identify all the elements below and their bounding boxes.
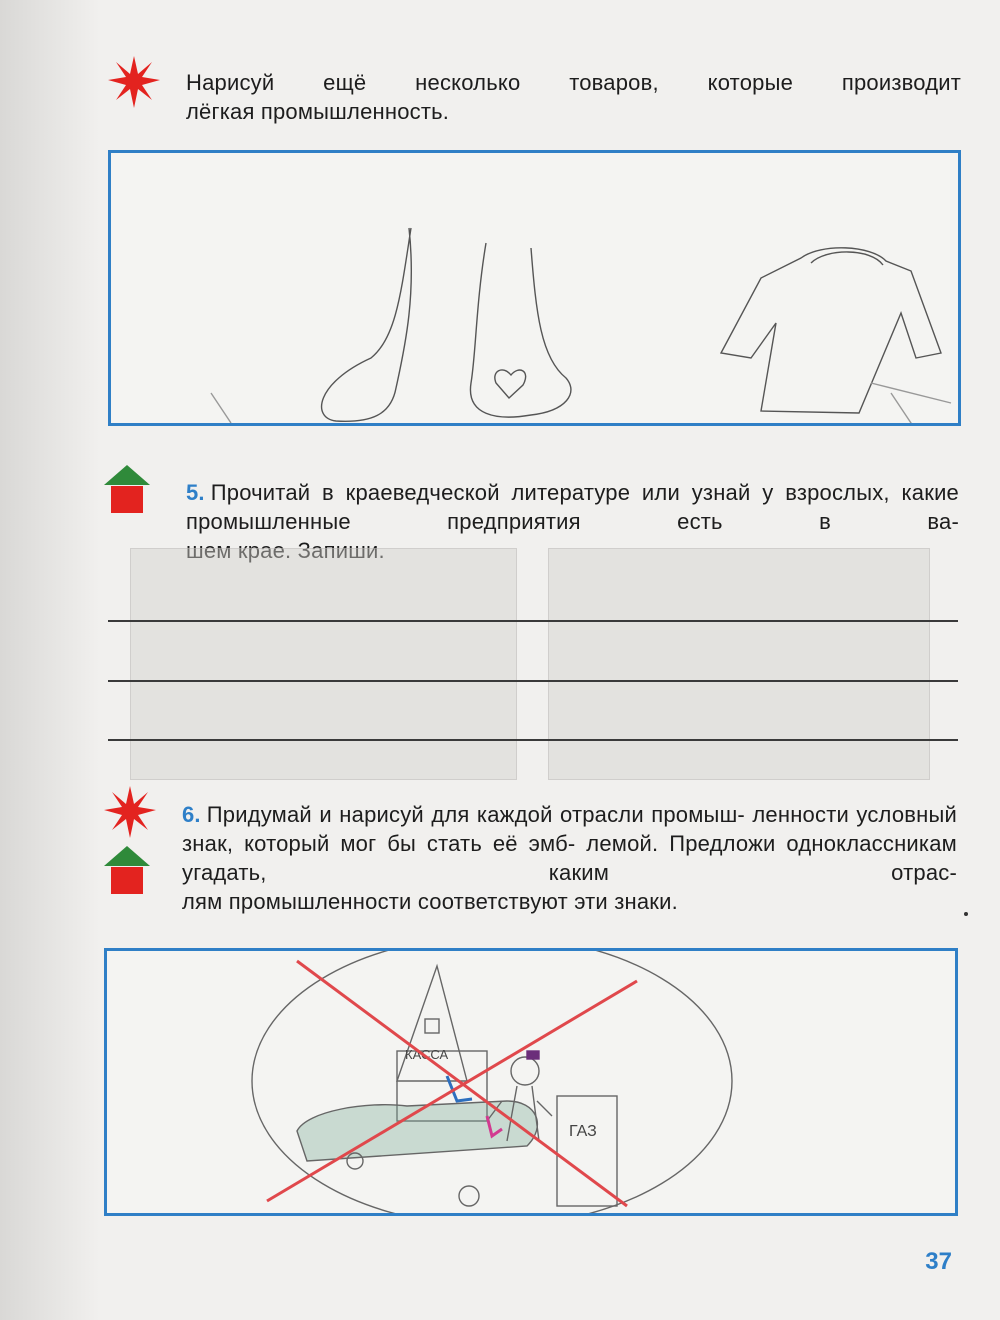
stray-dot: [964, 912, 968, 916]
sock-left-drawing: [322, 228, 412, 421]
task-top-line2: лёгкая промышленность.: [186, 99, 450, 124]
red-star-icon: [108, 56, 160, 108]
green-red-house-icon: [104, 465, 150, 513]
task5-line1: Прочитай в краеведческой литературе или узнай у: [210, 480, 774, 505]
task5-number: 5.: [186, 480, 205, 505]
task6-line4: лям промышленности соответствуют эти знаки.: [182, 889, 678, 914]
gas-pump-drawing: [557, 1096, 617, 1206]
cross-out-line-2: [267, 981, 637, 1201]
kassa-sign: КАССА: [405, 1047, 449, 1062]
answer-line-1[interactable]: [108, 620, 958, 622]
task6-number: 6.: [182, 802, 201, 827]
gaz-sign: ГАЗ: [569, 1123, 597, 1140]
emblem-oval-drawing: [252, 951, 732, 1213]
page-number: 37: [925, 1248, 952, 1275]
red-star-icon: [104, 786, 156, 838]
bleed-through-right: [548, 548, 930, 780]
task6-text: [182, 800, 957, 916]
task5-line3: шем крае. Запиши.: [186, 538, 385, 563]
page-binding-shadow: [0, 0, 100, 1320]
tower-drawing: [397, 966, 467, 1081]
drawing-frame-bottom[interactable]: [104, 948, 958, 1216]
child-drawing-clothes: [111, 153, 958, 423]
bleed-through-left: [130, 548, 517, 780]
drawing-frame-top[interactable]: [108, 150, 961, 426]
heart-drawing: [495, 370, 526, 398]
answer-line-3[interactable]: [108, 739, 958, 741]
task-top-line1: Нарисуй ещё несколько товаров, которые производит: [186, 70, 961, 95]
task6-line3: лемой. Предложи одноклассникам угадать, каким отрас-: [182, 831, 957, 885]
child-drawing-emblem: [107, 951, 955, 1213]
answer-line-2[interactable]: [108, 680, 958, 682]
green-red-house-icon: [104, 846, 150, 894]
task6-line2: ленности условный знак, который мог бы стать её эмб-: [182, 802, 958, 856]
task6-line1: Придумай и нарисуй для каждой отрасли промыш-: [206, 802, 745, 827]
shirt-drawing: [721, 248, 941, 413]
task5-line2: взрослых, какие промышленные предприятия есть в ва-: [186, 480, 959, 534]
task-top-text: [186, 68, 961, 126]
shirt-collar-drawing: [811, 252, 883, 265]
sock-right-drawing: [470, 243, 570, 417]
